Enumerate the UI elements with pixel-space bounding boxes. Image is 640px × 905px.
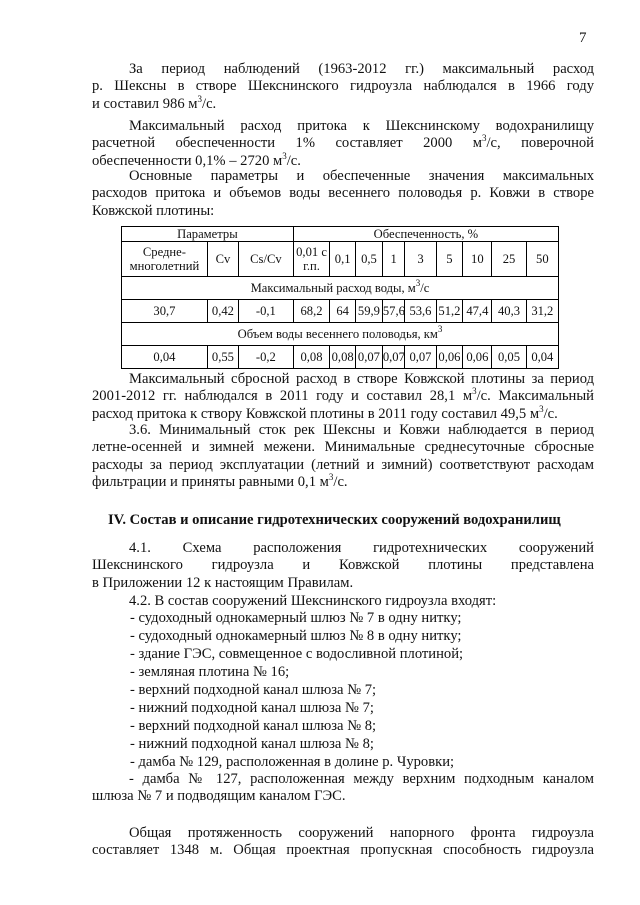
text-line: обеспеченности 0,1% – 2720 $м^3/с$. (92, 150, 301, 169)
text-line: 4.1. Схема расположения гидротехнических сооружений (129, 540, 594, 556)
text-line: и составил 986 $м^3/с$. (92, 93, 217, 112)
probability-header: Обеспеченность, % (293, 227, 558, 242)
section-heading: IV. Состав и описание гидротехнических сооружений водохранилищ (108, 512, 561, 528)
text-line: летне-осенней и зимней межени. Минимальные среднесуточные сбросные (92, 439, 594, 456)
section-label: Объем воды весеннего половодья, $км^3$ (122, 323, 559, 346)
paragraph-total-length (92, 825, 594, 860)
cell: 0,06 (436, 346, 463, 369)
paragraph-dam-127 (92, 771, 594, 806)
list-item: - дамба № 129, расположенная в долине р. Чуровки; (130, 754, 455, 770)
text-line: 2001-2012 гг. наблюдался в 2011 году и составил 28,1 $м^3/с$. Максимальный (92, 386, 594, 405)
text-line: Общая протяженность сооружений напорного фронта гидроузла (129, 825, 594, 841)
text-line: Шекснинского гидроузла и Ковжской плотины представлена (92, 557, 594, 574)
cell: 40,3 (492, 300, 526, 323)
text-line: в Приложении 12 к настоящим Правилам. (92, 574, 354, 591)
col-prob: 5 (436, 242, 463, 277)
cell: -0,1 (239, 300, 294, 323)
paragraph-4-2 (92, 593, 594, 610)
section-row-max-discharge (122, 277, 559, 300)
col-prob: 10 (463, 242, 492, 277)
text-line: За период наблюдений (1963-2012 гг.) максимальный расход (129, 61, 594, 77)
cell: 30,7 (122, 300, 208, 323)
text-line: расход притока к створу Ковжской плотины в 2011 году составил 49,5 $м^3/с$. (92, 403, 558, 422)
cell: 0,06 (463, 346, 492, 369)
params-header: Параметры (122, 227, 294, 242)
cell: -0,2 (239, 346, 294, 369)
list-item: - нижний подходной канал шлюза № 7; (130, 700, 374, 716)
cell: 0,08 (293, 346, 330, 369)
cell: 68,2 (293, 300, 330, 323)
col-prob: 0,1 (330, 242, 356, 277)
text-line: шлюза № 7 и подводящим каналом ГЭС. (92, 788, 346, 805)
list-item: - нижний подходной канал шлюза № 8; (130, 736, 374, 752)
list-item: - судоходный однокамерный шлюз № 8 в одну нитку; (130, 628, 462, 644)
col-prob: 0,5 (356, 242, 383, 277)
text-line: Ковжской плотины: (92, 202, 215, 219)
table-header-row (122, 227, 559, 242)
cell: 64 (330, 300, 356, 323)
col-prob: 50 (526, 242, 558, 277)
list-item: - земляная плотина № 16; (130, 664, 290, 680)
col-mean: Средне-многолетний (122, 242, 208, 277)
cell: 0,55 (207, 346, 238, 369)
text-line: расходы за период эксплуатации (летний и зимний) соответствуют расходам (92, 456, 594, 473)
paragraph-kovzha-parameters (92, 168, 594, 220)
cell: 0,07 (405, 346, 436, 369)
text-line: Максимальный расход притока к Шекснинскому водохранилищу (129, 118, 594, 134)
table-subheader-row (122, 242, 559, 277)
cell: 0,04 (526, 346, 558, 369)
text-line: р. Шексны в створе Шекснинского гидроузла наблюдался в 1966 году (92, 78, 594, 95)
page-number: 7 (579, 30, 587, 46)
col-cv: Cv (207, 242, 238, 277)
text-line: Максимальный сбросной расход в створе Ковжской плотины за период (129, 371, 594, 387)
cell: 0,04 (122, 346, 208, 369)
paragraph-3-6-min-flow (92, 422, 594, 492)
cell: 59,9 (356, 300, 383, 323)
col-cscv: Cs/Cv (239, 242, 294, 277)
col-prob: 3 (405, 242, 436, 277)
section-row-flood-volume (122, 323, 559, 346)
paragraph-max-inflow (92, 118, 594, 170)
cell: 51,2 (436, 300, 463, 323)
cell: 0,07 (382, 346, 405, 369)
hydrology-table (121, 226, 559, 369)
cell: 0,42 (207, 300, 238, 323)
text-line: 3.6. Минимальный сток рек Шексны и Ковжи наблюдается в период (129, 422, 594, 438)
paragraph-4-1 (92, 540, 594, 592)
text-line: 4.2. В состав сооружений Шекснинского гидроузла входят: (129, 593, 497, 609)
cell: 0,08 (330, 346, 356, 369)
cell: 0,07 (356, 346, 383, 369)
list-item: - судоходный однокамерный шлюз № 7 в одну нитку; (130, 610, 462, 626)
cell: 0,05 (492, 346, 526, 369)
text-line: составляет 1348 м. Общая проектная пропускная способность гидроузла (92, 842, 594, 859)
cell: 47,4 (463, 300, 492, 323)
cell: 53,6 (405, 300, 436, 323)
col-prob: 0,01 с г.п. (293, 242, 330, 277)
paragraph-kovzha-discharge (92, 371, 594, 423)
text-line: Основные параметры и обеспеченные значения максимальных (129, 168, 594, 184)
section-label: Максимальный расход воды, $м^3/с$ (122, 277, 559, 300)
cell: 57,6 (382, 300, 405, 323)
list-item: - верхний подходной канал шлюза № 8; (130, 718, 377, 734)
paragraph-max-discharge-sheksna (92, 61, 594, 113)
text-line: расходов притока и объемов воды весеннего половодья р. Ковжи в створе (92, 185, 594, 202)
table-row (122, 346, 559, 369)
cell: 31,2 (526, 300, 558, 323)
col-prob: 1 (382, 242, 405, 277)
text-line: расчетной обеспеченности 1% составляет 2000 $м^3/с$, поверочной (92, 133, 594, 152)
list-item: - здание ГЭС, совмещенное с водосливной плотиной; (130, 646, 464, 662)
text-line: фильтрации и приняты равными 0,1 $м^3/с$. (92, 472, 348, 491)
table-row (122, 300, 559, 323)
text-line: - дамба № 127, расположенная между верхним подходным каналом (129, 771, 594, 787)
col-prob: 25 (492, 242, 526, 277)
list-item: - верхний подходной канал шлюза № 7; (130, 682, 377, 698)
